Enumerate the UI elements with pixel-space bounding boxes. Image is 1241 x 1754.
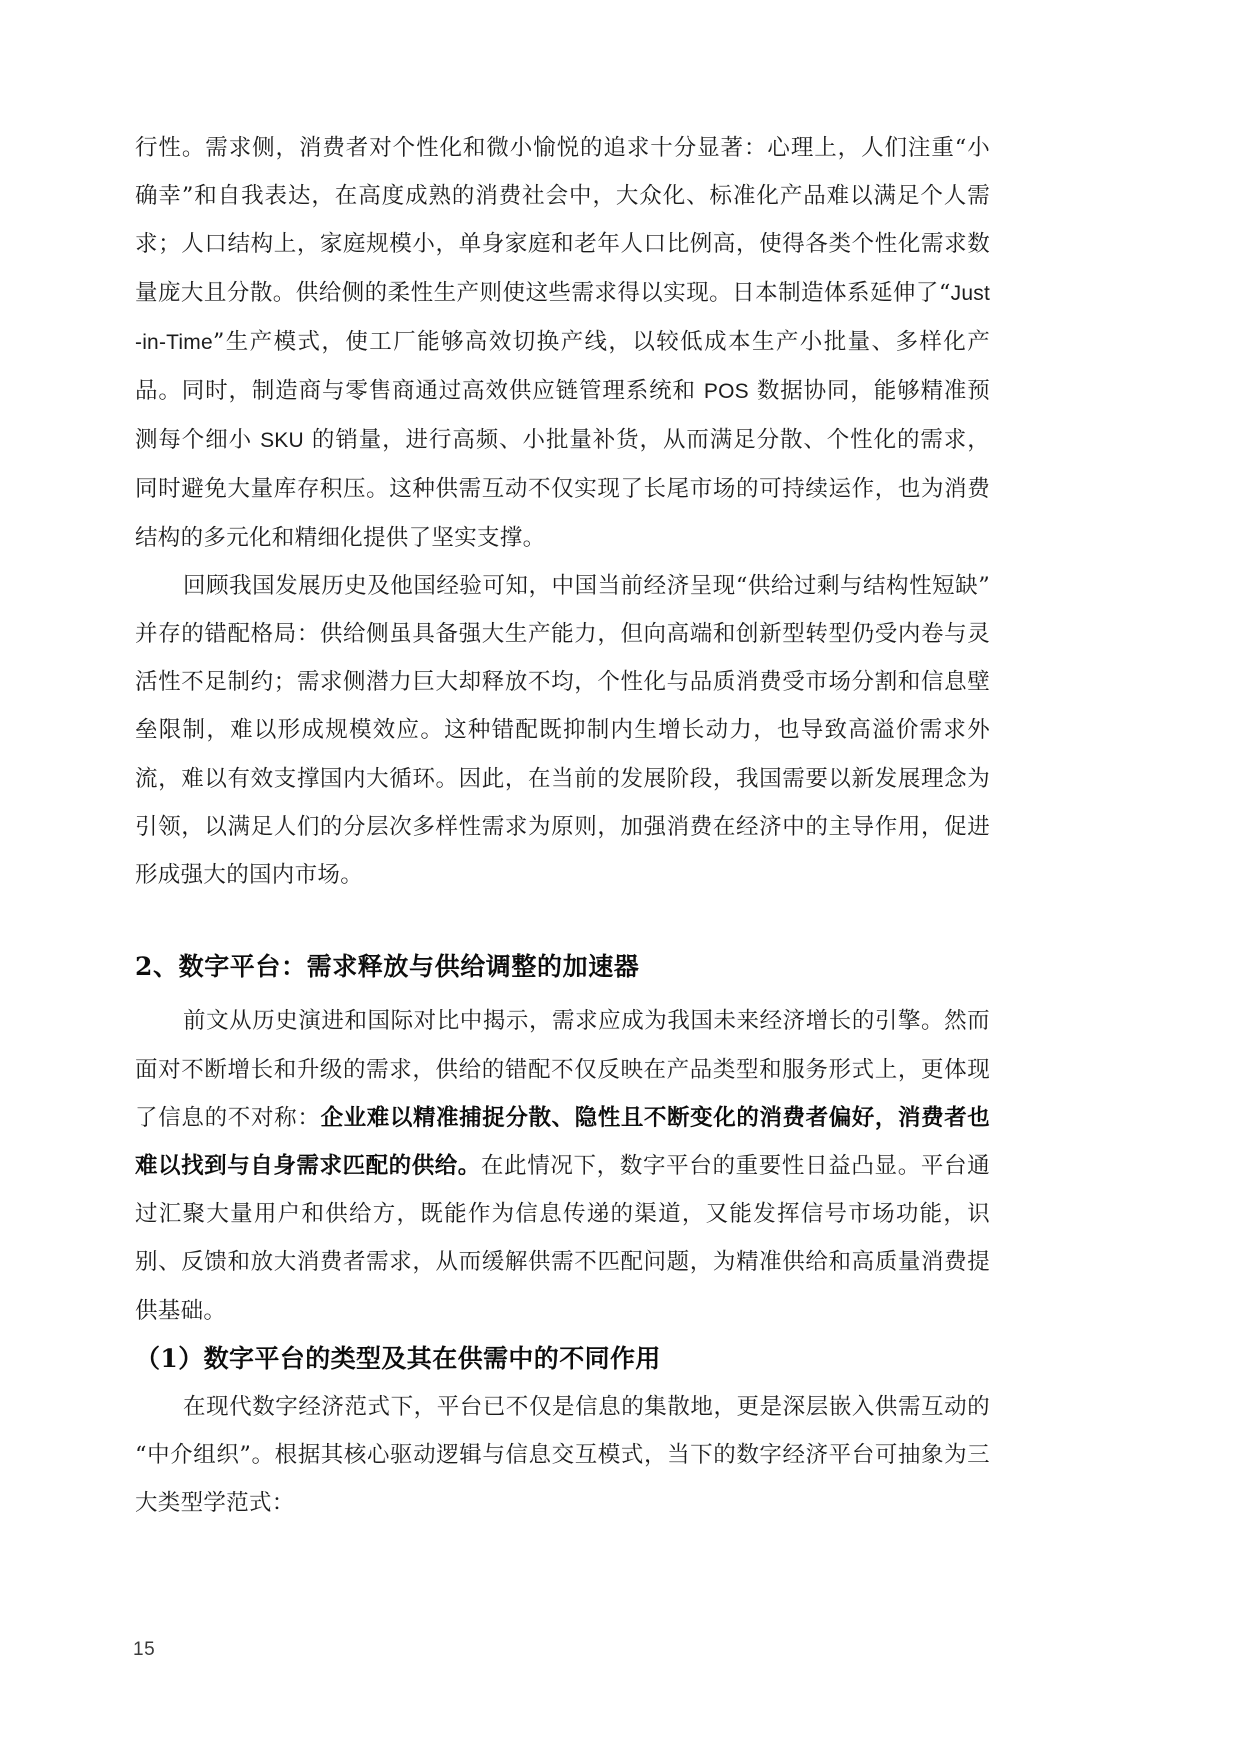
paragraph-1-seg-1: 行性。需求侧，消费者对个性化和微小愉悦的追求十分显著：心理上，人们注重“小确幸”和自我表达，在高度成熟的消费社会中，大众化、标准化产品难以满足个人需求；人口结构上，家庭规模小，单身家庭和老年人口比例高，使得各类个性化需求数量庞大且分散。供给侧的柔性生产则使这些需求得以实现。日本制造体系延伸了“ [135, 135, 990, 306]
paragraph-1-latin-just-in-time: Just-in-Time [135, 281, 990, 354]
paragraph-3-suffix: 在此情况下，数字平台的重要性日益凸显。平台通过汇聚大量用户和供给方，既能作为信息传递的渠道，又能发挥信号市场功能，识别、反馈和放大消费者需求，从而缓解供需不匹配问题，为精准供给和高质量消费提供基础。 [135, 1153, 990, 1324]
paragraph-1-latin-sku: SKU [260, 429, 304, 453]
section-heading-digital-platform: 2、数字平台：需求释放与供给调整的加速器 [135, 952, 640, 982]
paragraph-3-bold-emphasis: 企业难以精准捕捉分散、隐性且不断变化的消费者偏好，消费者也难以找到与自身需求匹配的供给。 [135, 1104, 990, 1180]
paragraph-1-seg-5: 数据协同，能够精准预测每个细小 [135, 378, 991, 454]
paragraph-4: 在现代数字经济范式下，平台已不仅是信息的集散地，更是深层嵌入供需互动的“中介组织”。根据其核心驱动逻辑与信息交互模式，当下的数字经济平台可抽象为三大类型学范式： [135, 1394, 990, 1517]
paragraph-3 [135, 997, 990, 1334]
page-content [135, 124, 990, 1528]
page-number: 15 [133, 1639, 156, 1660]
paragraph-3-prefix: 前文从历史演进和国际对比中揭示，需求应成为我国未来经济增长的引擎。然而面对不断增长和升级的需求，供给的错配不仅反映在产品类型和服务形式上，更体现了信息的不对称： [135, 1008, 990, 1131]
paragraph-2: 回顾我国发展历史及他国经验可知，中国当前经济呈现“供给过剩与结构性短缺”并存的错配格局：供给侧虽具备强大生产能力，但向高端和创新型转型仍受内卷与灵活性不足制约；需求侧潜力巨大却释放不均，个性化与品质消费受市场分割和信息壁垒限制，难以形成规模效应。这种错配既抑制内生增长动力，也导致高溢价需求外流，难以有效支撑国内大循环。因此，在当前的发展阶段，我国需要以新发展理念为引领，以满足人们的分层次多样性需求为原则，加强消费在经济中的主导作用，促进形成强大的国内市场。 [135, 572, 990, 889]
paragraph-1-seg-7: 的销量，进行高频、小批量补货，从而满足分散、个性化的需求，同时避免大量库存积压。这种供需互动不仅实现了长尾市场的可持续运作，也为消费结构的多元化和精细化提供了坚实支撑。 [135, 427, 991, 551]
heading-spacer-top [135, 899, 990, 943]
paragraph-1-latin-pos: POS [703, 380, 749, 404]
subsection-heading-platform-types: （1）数字平台的类型及其在供需中的不同作用 [135, 1343, 661, 1373]
paragraph-1 [135, 124, 990, 562]
paragraph-1-seg-3: ”生产模式，使工厂能够高效切换产线，以较低成本生产小批量、多样化产品。同时，制造商与零售商通过高效供应链管理系统和 [135, 328, 990, 405]
